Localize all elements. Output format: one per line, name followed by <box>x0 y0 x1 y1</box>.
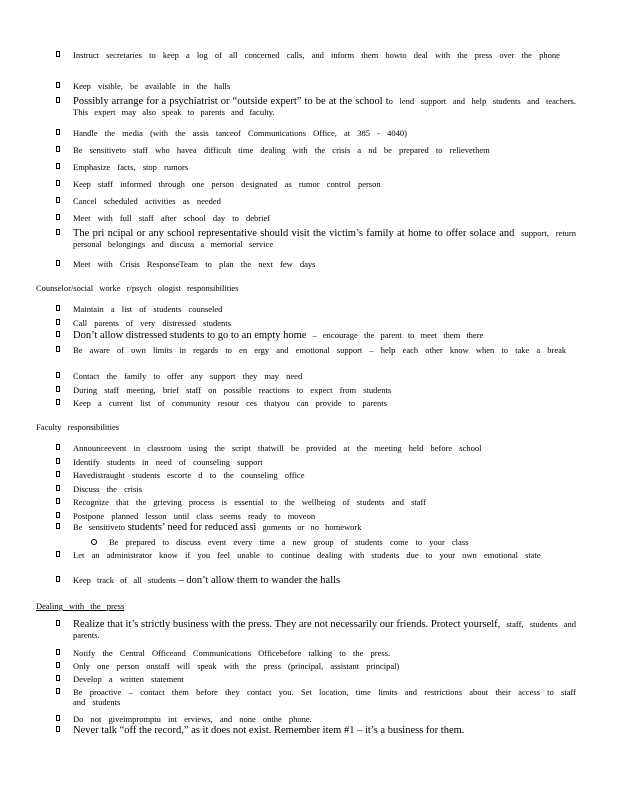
list-item: Be sensitiveto staff who havea difficult time dealing with the crisis a nd be prepared to relievethem <box>56 145 576 155</box>
list-item: Announceevent in classroom using the script thatwill be provided at the meeting held before school <box>56 443 576 453</box>
list-item: Don’t allow distressed students to go to an empty home – encourage the parent to meet them there <box>56 330 576 341</box>
list-item: Emphasize facts, stop rumors <box>56 162 576 172</box>
section-heading: Counselor/social worke r/psych ologist responsibilities <box>36 283 239 293</box>
square-bullet-icon <box>56 319 60 325</box>
square-bullet-icon <box>56 197 60 203</box>
square-bullet-icon <box>56 331 60 337</box>
square-bullet-icon <box>56 523 60 529</box>
list-item: Never talk “off the record,” as it does not exist. Remember item #1 – it’s a business for them. <box>56 725 576 737</box>
list-item: Maintain a list of students counseled <box>56 304 576 314</box>
square-bullet-icon <box>56 444 60 450</box>
circle-bullet-icon <box>91 539 97 545</box>
list-item: Contact the family to offer any support they may need <box>56 371 576 381</box>
square-bullet-icon <box>56 399 60 405</box>
list-item: Keep track of all students – don’t allow them to wander the halls <box>56 575 576 586</box>
square-bullet-icon <box>56 715 60 721</box>
list-item: Only one person onstaff will speak with the press (principal, assistant principal) <box>56 661 576 671</box>
list-item: Handle the media (with the assis tanceof Communications Office, at 385 - 4040) <box>56 128 576 138</box>
square-bullet-icon <box>56 512 60 518</box>
square-bullet-icon <box>56 372 60 378</box>
list-item: Identify students in need of counseling support <box>56 457 576 467</box>
list-item: Call parents of very distressed students <box>56 318 576 328</box>
square-bullet-icon <box>56 576 60 582</box>
square-bullet-icon <box>56 346 60 352</box>
square-bullet-icon <box>56 51 60 57</box>
square-bullet-icon <box>56 498 60 504</box>
square-bullet-icon <box>56 688 60 694</box>
list-item: Develop a written statement <box>56 674 576 684</box>
list-item: Let an administrator know if you feel unable to continue dealing with students due to your own emotional state <box>56 550 576 560</box>
list-item: Keep staff informed through one person designated as rumor control person <box>56 179 576 189</box>
list-item: Be aware of own limits in regards to en ergy and emotional support – help each other know when to take a break <box>56 345 576 355</box>
list-item: The pri ncipal or any school representative should visit the victim’s family at home to offer solace and support, return personal belongings and discuss a memorial service <box>56 228 576 249</box>
list-item: Keep visible, be available in the halls <box>56 81 576 91</box>
square-bullet-icon <box>56 551 60 557</box>
list-item: Postpone planned lesson until class seems ready to moveon <box>56 511 576 521</box>
section-heading: Dealing with the press <box>36 601 125 611</box>
square-bullet-icon <box>56 675 60 681</box>
section-heading: Faculty responsibilities <box>36 422 120 432</box>
square-bullet-icon <box>56 180 60 186</box>
square-bullet-icon <box>56 386 60 392</box>
list-item: Notify the Central Officeand Communications Officebefore talking to the press. <box>56 648 576 658</box>
square-bullet-icon <box>56 163 60 169</box>
square-bullet-icon <box>56 649 60 655</box>
square-bullet-icon <box>56 485 60 491</box>
list-item: Do not giveimpromptu int erviews, and none onthe phone. <box>56 714 576 724</box>
list-item: Instruct secretaries to keep a log of all concerned calls, and inform them howto deal with the press over the phone <box>56 50 576 60</box>
square-bullet-icon <box>56 471 60 477</box>
square-bullet-icon <box>56 146 60 152</box>
list-item: Meet with Crisis ResponseTeam to plan the next few days <box>56 259 576 269</box>
list-item: Possibly arrange for a psychiatrist or “outside expert” to be at the school to lend support and help students and teachers. This expert may also speak to parents and faculty. <box>56 96 576 117</box>
list-item: Havedistraught students escorte d to the counseling office <box>56 470 576 480</box>
square-bullet-icon <box>56 229 60 235</box>
square-bullet-icon <box>56 620 60 626</box>
square-bullet-icon <box>56 260 60 266</box>
list-item: Realize that it’s strictly business with the press. They are not necessarily our friends. Protect yourself, staff, students and parents. <box>56 619 576 640</box>
list-item: Recognize that the grieving process is essential to the wellbeing of students and staff <box>56 497 576 507</box>
square-bullet-icon <box>56 726 60 732</box>
square-bullet-icon <box>56 214 60 220</box>
list-item: Be sensitiveto students’ need for reduced assi gnments or no homework <box>56 522 576 533</box>
list-item: During staff meeting, brief staff on possible reactions to expect from students <box>56 385 576 395</box>
square-bullet-icon <box>56 662 60 668</box>
square-bullet-icon <box>56 129 60 135</box>
list-item: Keep a current list of community resour ces thatyou can provide to parents <box>56 398 576 408</box>
square-bullet-icon <box>56 458 60 464</box>
square-bullet-icon <box>56 305 60 311</box>
list-item: Discuss the crisis <box>56 484 576 494</box>
list-item: Be proactive – contact them before they contact you. Set location, time limits and restrictions about their access to staff and students <box>56 687 576 707</box>
sub-list-item: Be prepared to discuss event every time a new group of students come to your class <box>91 537 576 547</box>
square-bullet-icon <box>56 82 60 88</box>
list-item: Cancel scheduled activities as needed <box>56 196 576 206</box>
square-bullet-icon <box>56 97 60 103</box>
list-item: Meet with full staff after school day to debrief <box>56 213 576 223</box>
